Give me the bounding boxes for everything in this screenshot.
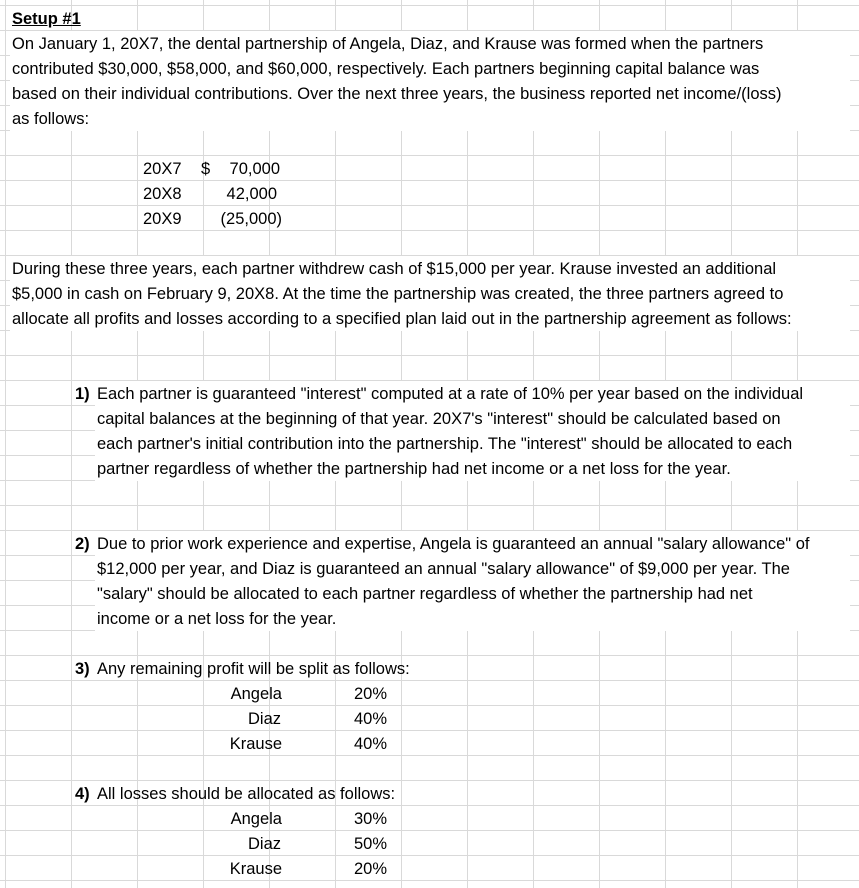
intro-line: as follows: [12, 110, 90, 128]
rule-line: Any remaining profit will be split as follows: [97, 660, 410, 678]
intro-line: On January 1, 20X7, the dental partnership of Angela, Diaz, and Krause was formed when the partners [12, 35, 764, 53]
net-income-amount: 42,000 [226, 185, 277, 203]
split-percent: 40% [353, 735, 387, 753]
year-label: 20X7 [143, 160, 182, 178]
partner-name: Krause [229, 860, 282, 878]
split-percent: 40% [353, 710, 387, 728]
rule-number: 3) [75, 660, 90, 678]
middle-line: During these three years, each partner withdrew cash of $15,000 per year. Krause invested an additional [12, 260, 777, 278]
rule-number: 2) [75, 535, 90, 553]
rule-line: each partner's initial contribution into the partnership. The "interest" should be allocated to each [97, 435, 793, 453]
middle-line: allocate all profits and losses according to a specified plan laid out in the partnership agreement as follows: [12, 310, 792, 328]
rule-line: capital balances at the beginning of that year. 20X7's "interest" should be calculated based on [97, 410, 781, 428]
split-percent: 50% [353, 835, 387, 853]
rule-line: partner regardless of whether the partnership had net income or a net loss for the year. [97, 460, 731, 478]
rule-line: Due to prior work experience and expertise, Angela is guaranteed an annual "salary allowance" of [97, 535, 810, 553]
rule-line: All losses should be allocated as follows: [97, 785, 396, 803]
middle-line: $5,000 in cash on February 9, 20X8. At the time the partnership was created, the three partners agreed to [12, 285, 784, 303]
net-income-amount: (25,000) [220, 210, 282, 228]
dollar-sign: $ [201, 160, 211, 178]
net-income-amount: 70,000 [229, 160, 280, 178]
year-label: 20X8 [143, 185, 182, 203]
rule-number: 1) [75, 385, 90, 403]
intro-line: contributed $30,000, $58,000, and $60,000, respectively. Each partners beginning capital balance was [12, 60, 760, 78]
rule-line: "salary" should be allocated to each partner regardless of whether the partnership had net [97, 585, 753, 603]
setup-title: Setup #1 [12, 10, 81, 28]
partner-name: Diaz [247, 710, 281, 728]
rule-line: $12,000 per year, and Diaz is guaranteed an annual "salary allowance" of $9,000 per year. The [97, 560, 790, 578]
partner-name: Angela [230, 810, 282, 828]
partner-name: Angela [230, 685, 282, 703]
intro-line: based on their individual contributions. Over the next three years, the business reported net income/(loss) [12, 85, 782, 103]
partner-name: Diaz [247, 835, 281, 853]
rule-number: 4) [75, 785, 90, 803]
split-percent: 30% [353, 810, 387, 828]
rule-line: income or a net loss for the year. [97, 610, 337, 628]
split-percent: 20% [353, 860, 387, 878]
partner-name: Krause [229, 735, 282, 753]
year-label: 20X9 [143, 210, 182, 228]
split-percent: 20% [353, 685, 387, 703]
rule-line: Each partner is guaranteed "interest" computed at a rate of 10% per year based on the individual [97, 385, 804, 403]
